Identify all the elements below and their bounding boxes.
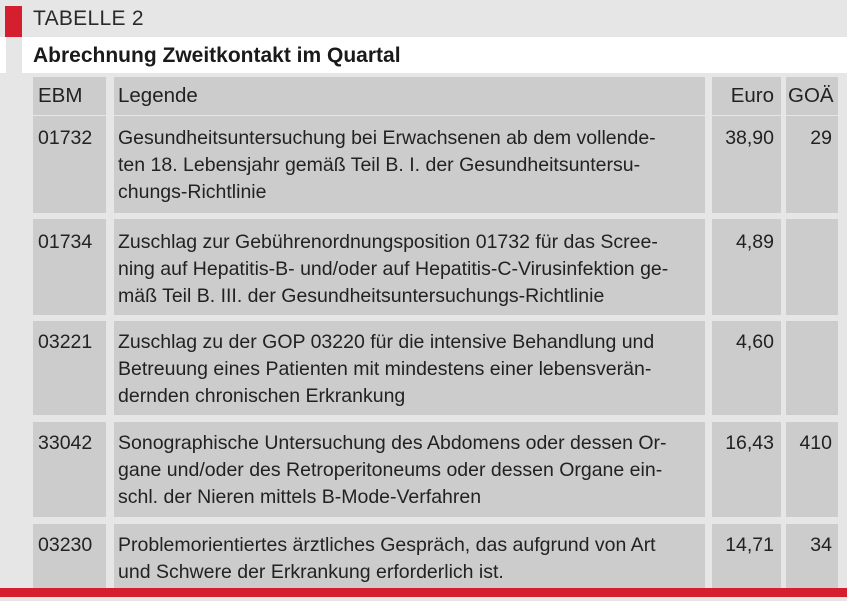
cell-ebm: 01732 [33, 116, 106, 213]
legende-line: Sonographische Untersuchung des Abdomens oder dessen Or- [118, 432, 667, 454]
legende-line: schl. der Nieren mittels B-Mode-Verfahren [118, 486, 482, 508]
legende-line: Zuschlag zur Gebührenordnungsposition 01732 für das Scree- [118, 231, 658, 253]
cell-goa: 34 [786, 524, 838, 588]
cell-euro: 16,43 [712, 422, 781, 517]
column-header-legende: Legende [114, 77, 705, 115]
cell-legende [114, 219, 705, 315]
cell-goa: 410 [786, 422, 838, 517]
cell-euro: 4,60 [712, 321, 781, 415]
cell-legende [114, 116, 705, 213]
cell-legende [114, 321, 705, 415]
cell-legende [114, 422, 705, 517]
cell-ebm: 03221 [33, 321, 106, 415]
cell-goa [786, 219, 838, 315]
legende-line: Gesundheitsuntersuchung bei Erwachsenen ab dem vollende- [118, 127, 656, 149]
legende-line: dernden chronischen Erkrankung [118, 385, 406, 407]
legende-line: Betreuung eines Patienten mit mindestens einer lebensverän- [118, 358, 652, 380]
column-header-euro: Euro [712, 77, 781, 115]
column-header-ebm: EBM [33, 77, 106, 115]
legende-line: Zuschlag zu der GOP 03220 für die intensive Behandlung und [118, 331, 655, 353]
table-label: TABELLE 2 [33, 7, 144, 30]
cell-ebm: 03230 [33, 524, 106, 588]
red-marker [5, 6, 22, 37]
bottom-rule [0, 588, 847, 597]
legende-line: gane und/oder des Retroperitoneums oder dessen Organe ein- [118, 459, 663, 481]
legende-line: Problemorientiertes ärztliches Gespräch, das aufgrund von Art [118, 534, 656, 556]
cell-goa: 29 [786, 116, 838, 213]
legende-line: ning auf Hepatitis-B- und/oder auf Hepatitis-C-Virusinfektion ge- [118, 258, 669, 280]
cell-euro: 14,71 [712, 524, 781, 588]
cell-legende [114, 524, 705, 588]
legende-line: ten 18. Lebensjahr gemäß Teil B. I. der Gesundheitsuntersu- [118, 154, 641, 176]
legende-line: chungs-Richtlinie [118, 181, 267, 203]
cell-ebm: 33042 [33, 422, 106, 517]
cell-euro: 38,90 [712, 116, 781, 213]
cell-goa [786, 321, 838, 415]
column-header-goa: GOÄ [786, 77, 838, 115]
legende-line: mäß Teil B. III. der Gesundheitsuntersuchungs-Richtlinie [118, 285, 605, 307]
title-accent [6, 37, 22, 73]
table-title: Abrechnung Zweitkontakt im Quartal [33, 44, 401, 67]
legende-line: und Schwere der Erkrankung erforderlich ist. [118, 561, 504, 583]
cell-ebm: 01734 [33, 219, 106, 315]
cell-euro: 4,89 [712, 219, 781, 315]
